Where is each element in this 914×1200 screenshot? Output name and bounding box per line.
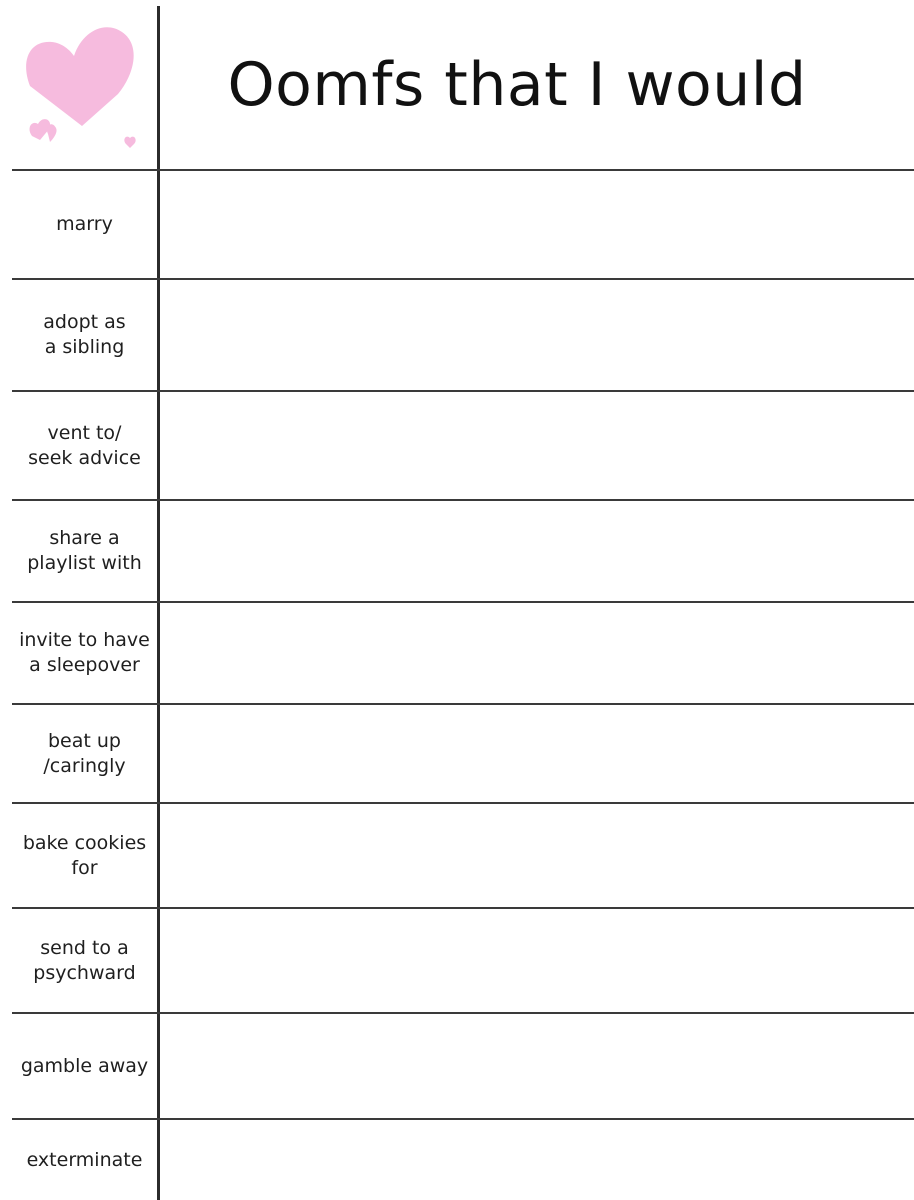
row-cell[interactable] [160,280,914,390]
page-title: Oomfs that I would [227,50,807,120]
row-label: bake cookies for [22,831,147,879]
row-label: exterminate [26,1148,143,1171]
pink-hearts-icon [18,14,146,154]
row-label: invite to have a sleepover [19,629,150,676]
row-cell[interactable] [160,1014,914,1118]
row-label: send to a psychward [33,936,136,984]
row-cell[interactable] [160,392,914,499]
row-label: share a playlist with [27,527,142,574]
row-cell[interactable] [160,171,914,278]
row-label: gamble away [20,1054,149,1077]
row-cell[interactable] [160,705,914,802]
row-label: marry [56,213,113,235]
row-cell[interactable] [160,501,914,601]
row-cell[interactable] [160,603,914,703]
row-cell[interactable] [160,804,914,907]
row-cell[interactable] [160,909,914,1012]
row-label: adopt as a sibling [43,311,126,358]
row-label: vent to/ seek advice [28,421,141,469]
row-label: beat up /caringly [43,729,126,777]
row-cell[interactable] [160,1120,914,1200]
